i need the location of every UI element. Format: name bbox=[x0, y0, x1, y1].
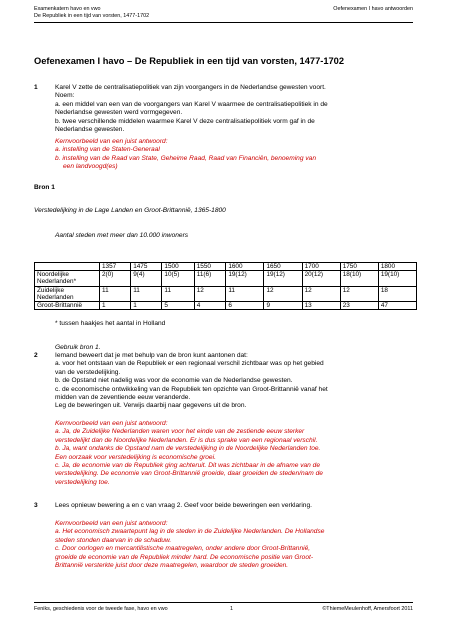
table-cell: 1 bbox=[100, 302, 131, 310]
question-line: Leg de beweringen uit. Verwijs daarbij naar gegevens uit de bron. bbox=[55, 402, 247, 410]
question-line: b. twee verschillende middelen waarmee Karel V deze centralisatiepolitiek vorm gaf in de bbox=[55, 117, 315, 125]
question-3-answer bbox=[55, 520, 415, 570]
running-header-left bbox=[34, 6, 149, 20]
answer-line: steden stonden daarvan in de schaduw. bbox=[55, 536, 172, 544]
answer-line: Een oorzaak voor verstedelijking is economische groei. bbox=[55, 453, 216, 461]
answer-line: b. Ja, want ondanks de Opstand nam de verstedelijking in de Noordelijke Nederlanden toe. bbox=[55, 445, 321, 453]
table-cell: 12 bbox=[264, 286, 302, 301]
table-year-cell: 1475 bbox=[131, 263, 162, 271]
header-chapter: De Republiek in een tijd van vorsten, 1477-1702 bbox=[34, 13, 150, 19]
table-year-cell: 1550 bbox=[194, 263, 226, 271]
question-line: Karel V zette de centralisatiepolitiek van zijn voorgangers in de Nederlandse gewesten voort. bbox=[55, 84, 326, 91]
question-line: van de verstedelijking. bbox=[55, 368, 121, 376]
source-label: Bron 1 bbox=[34, 184, 55, 191]
footer-publication: Feniks, geschiedenis voor de tweede fase, havo en vwo bbox=[34, 606, 168, 612]
table-cell: 1 bbox=[131, 302, 162, 310]
table-cell: 13 bbox=[302, 302, 340, 310]
table-row bbox=[35, 302, 417, 310]
question-1-number: 1 bbox=[34, 84, 38, 91]
table-year-cell: 1700 bbox=[302, 263, 340, 271]
question-line: a. een middel van een van de voorgangers van Karel V waarmee de centralisatiepolitiek in de bbox=[55, 100, 328, 108]
question-line: Nederlandse gewesten werd vormgegeven. bbox=[55, 109, 183, 117]
question-2-answer bbox=[55, 420, 415, 487]
question-line: Noem: bbox=[55, 92, 75, 100]
table-cell: 12 bbox=[302, 286, 340, 301]
table-cell: 11 bbox=[131, 286, 162, 301]
answer-line: Kernvoorbeeld van een juist antwoord: bbox=[55, 520, 168, 527]
table-cell: 20(12) bbox=[302, 271, 340, 286]
table-cell: 12 bbox=[194, 286, 226, 301]
page-number: 1 bbox=[230, 606, 233, 612]
table-cell: 9(4) bbox=[131, 271, 162, 286]
question-3-number: 3 bbox=[34, 502, 38, 509]
table-row-label bbox=[35, 286, 100, 301]
question-line: Lees opnieuw bewering a en c van vraag 2. Geef voor beide beweringen een verklaring. bbox=[55, 502, 312, 509]
row-label-line: Noordelijke bbox=[37, 271, 69, 279]
question-2-intro: Gebruik bron 1. bbox=[55, 344, 101, 351]
answer-line: verstedelijking. De economie van Groot-Brittannië groeide, daar groeiden de steden/nam de bbox=[55, 470, 323, 478]
answer-line: Kernvoorbeeld van een juist antwoord: bbox=[55, 420, 168, 427]
row-label-line: Zuidelijke bbox=[37, 286, 64, 294]
source-subcaption: Aantal steden met meer dan 10.000 inwoners bbox=[55, 232, 189, 239]
answer-line: a. Ja, de Zuidelijke Nederlanden waren voor het einde van de zestiende eeuw sterker bbox=[55, 428, 305, 436]
question-1-text bbox=[55, 84, 415, 134]
table-cell: 11 bbox=[100, 286, 131, 301]
source-caption: Verstedelijking in de Lage Landen en Groot-Brittannië, 1365-1800 bbox=[34, 207, 226, 214]
question-line: a. voor het ontstaan van de Republiek er een regionaal verschil zichtbaar was op het gebied bbox=[55, 360, 324, 368]
question-3-text bbox=[55, 502, 415, 510]
table-cell: 18 bbox=[378, 286, 416, 301]
table-cell: 11 bbox=[226, 286, 264, 301]
header-series: Examenkatern havo en vwo bbox=[34, 6, 101, 12]
footer-copyright: ©ThiemeMeulenhoff, Amersfoort 2011 bbox=[322, 606, 413, 612]
answer-line: Kernvoorbeeld van een juist antwoord: bbox=[55, 138, 168, 145]
table-year-cell: 1600 bbox=[226, 263, 264, 271]
question-2-number: 2 bbox=[34, 352, 38, 359]
answer-line: b. instelling van de Raad van State, Geheime Raad, Raad van Financiën, benoeming van bbox=[55, 154, 316, 162]
question-line: Nederlandse gewesten. bbox=[55, 126, 125, 134]
header-exam-title: Oefenexamen I havo antwoorden bbox=[333, 6, 413, 12]
table-cell: 12 bbox=[340, 286, 378, 301]
question-line: midden van de zeventiende eeuw veranderde. bbox=[55, 394, 191, 402]
answer-line: c. Ja, de economie van de Republiek ging achteruit. Dit was zichtbaar in de afname van de bbox=[55, 462, 321, 470]
question-2-text bbox=[55, 352, 415, 411]
table-cell: 2(0) bbox=[100, 271, 131, 286]
table-year-cell: 1800 bbox=[378, 263, 416, 271]
table-row-label: Groot-Brittannië bbox=[35, 302, 100, 310]
table-year-cell: 1500 bbox=[162, 263, 194, 271]
row-label-line: Nederlanden bbox=[37, 293, 74, 301]
table-cell: 9 bbox=[264, 302, 302, 310]
table-year-cell: 1357 bbox=[100, 263, 131, 271]
row-label-line: Nederlanden* bbox=[37, 278, 77, 286]
table-cell: 19(10) bbox=[378, 271, 416, 286]
table-cell: 11 bbox=[162, 286, 194, 301]
answer-line: een landvoogd(es) bbox=[63, 163, 118, 171]
table-header-row bbox=[35, 263, 417, 271]
question-line: c. de economische ontwikkeling van de Republiek ten opzichte van Groot-Brittannië vanaf het bbox=[55, 385, 328, 393]
answer-line: groeide de economie van de Republiek minder hard. De economische positie van Groot- bbox=[55, 553, 314, 561]
answer-line: verstedelijkt dan de Noordelijke Nederlanden. Er is dus sprake van een regionaal verschil. bbox=[55, 436, 318, 444]
table-cell: 19(12) bbox=[264, 271, 302, 286]
table-cell: 11(6) bbox=[194, 271, 226, 286]
question-line: b. de Opstand niet nadelig was voor de economie van de Nederlandse gewesten. bbox=[55, 377, 293, 385]
answer-line: a. Het economisch zwaartepunt lag in de steden in de Zuidelijke Nederlanden. De Hollandse bbox=[55, 528, 325, 536]
table-cell: 10(5) bbox=[162, 271, 194, 286]
table-row bbox=[35, 286, 417, 301]
table-corner-cell bbox=[35, 263, 100, 271]
answer-line: verstedelijking toe. bbox=[55, 478, 110, 486]
answer-line: a. instelling van de Staten-Generaal bbox=[55, 146, 160, 154]
urbanisation-table bbox=[34, 262, 417, 310]
table-cell: 47 bbox=[378, 302, 416, 310]
page-title: Oefenexamen I havo – De Republiek in een tijd van vorsten, 1477-1702 bbox=[34, 56, 345, 66]
table-cell: 4 bbox=[194, 302, 226, 310]
table-footnote: * tussen haakjes het aantal in Holland bbox=[55, 320, 166, 327]
table-year-cell: 1750 bbox=[340, 263, 378, 271]
table-cell: 19(12) bbox=[226, 271, 264, 286]
table-year-cell: 1650 bbox=[264, 263, 302, 271]
question-1-answer bbox=[55, 138, 415, 172]
table-cell: 23 bbox=[340, 302, 378, 310]
answer-line: c. Door oorlogen en mercantilistische maatregelen, onder andere door Groot-Brittannië, bbox=[55, 545, 311, 553]
footer-rule bbox=[34, 602, 413, 603]
table-row-label bbox=[35, 271, 100, 286]
table-cell: 6 bbox=[226, 302, 264, 310]
header-rule bbox=[34, 22, 413, 23]
question-line: Iemand beweert dat je met behulp van de bron kunt aantonen dat: bbox=[55, 352, 248, 359]
table-cell: 18(10) bbox=[340, 271, 378, 286]
table-cell: 5 bbox=[162, 302, 194, 310]
table-row bbox=[35, 271, 417, 286]
answer-line: Brittannië versterkte juist door deze maatregelen, waardoor de steden groeiden. bbox=[55, 562, 289, 570]
